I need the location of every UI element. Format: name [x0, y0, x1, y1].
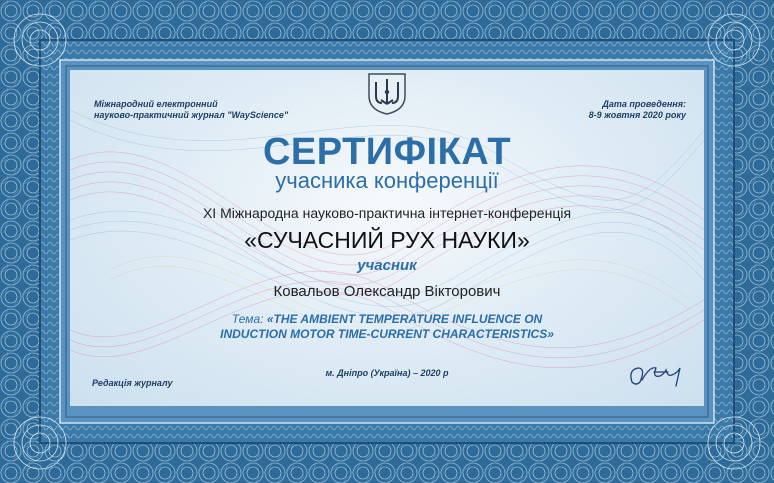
date-label: Дата проведення:	[602, 99, 686, 109]
journal-info	[94, 99, 324, 121]
theme-line-1: «THE AMBIENT TEMPERATURE INFLUENCE ON	[266, 312, 543, 326]
certificate-subtitle: учасника конференції	[275, 168, 499, 193]
date-value: 8-9 жовтня 2020 року	[588, 110, 686, 120]
participant-role: учасник	[357, 257, 417, 274]
certificate-title: СЕРТИФІКАТ	[262, 131, 512, 173]
trident-emblem-icon	[365, 70, 409, 116]
theme-line-2: INDUCTION MOTOR TIME-CURRENT CHARACTERISTICS»	[220, 327, 554, 341]
theme-label: Тема:	[231, 312, 264, 326]
conference-description: ХІ Міжнародна науково-практична інтернет-конференція	[202, 205, 572, 221]
journal-line-2: науково-практичний журнал "WayScience"	[94, 110, 289, 120]
certificate-paper	[70, 70, 704, 406]
handwritten-signature-icon	[626, 360, 690, 390]
talk-theme	[70, 312, 704, 342]
participant-name: Ковальов Олександр Вікторович	[273, 283, 501, 300]
conference-name: «СУЧАСНИЙ РУХ НАУКИ»	[244, 227, 530, 253]
event-date	[526, 99, 686, 121]
journal-line-1: Міжнародний електронний	[94, 99, 218, 109]
editorial-board: Редакція журналу	[92, 378, 173, 388]
place-year: м. Дніпро (Україна) – 2020 р	[325, 368, 449, 378]
